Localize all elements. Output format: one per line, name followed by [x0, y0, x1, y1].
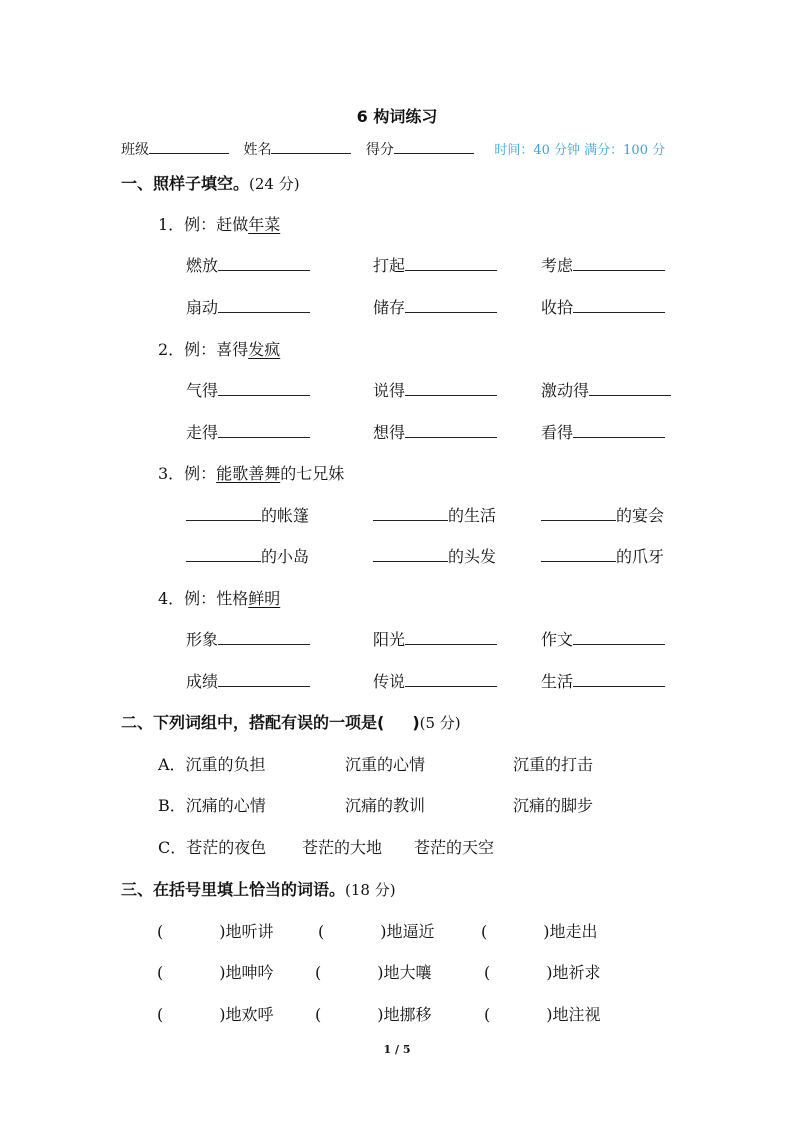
q2-r1-c1[interactable]: [186, 378, 310, 401]
score-label: 得分: [365, 142, 394, 158]
q1-r1-c1[interactable]: [186, 253, 310, 276]
q4-example-plain: 性格: [216, 589, 249, 608]
answer-blank[interactable]: [218, 298, 310, 313]
option-b[interactable]: B．沉痛的心情: [158, 796, 266, 815]
word: 的爪牙: [616, 547, 665, 566]
s3-r3-c1[interactable]: [157, 1002, 274, 1025]
q4-example-underlined: 鲜明: [248, 589, 281, 608]
word: 作文: [541, 630, 574, 649]
word: 的小岛: [261, 547, 310, 566]
close-paren: ): [380, 922, 387, 941]
q4-example: [158, 586, 280, 609]
answer-blank[interactable]: [573, 630, 665, 645]
open-paren: (: [484, 1005, 491, 1024]
q1-prefix: 1．例：: [158, 215, 217, 234]
word: 想得: [373, 423, 406, 442]
word: 形象: [186, 630, 219, 649]
word: 考虑: [541, 256, 574, 275]
word: 地大嚷: [383, 963, 432, 982]
q3-r1-c3[interactable]: [541, 503, 664, 526]
answer-blank[interactable]: [405, 630, 497, 645]
answer-blank[interactable]: [405, 298, 497, 313]
word: 的生活: [448, 506, 497, 525]
word: 收拾: [541, 298, 574, 317]
close-paren: ): [219, 1005, 226, 1024]
q2-r1-c2[interactable]: [373, 378, 497, 401]
word: 的头发: [448, 547, 497, 566]
word: 地逼近: [386, 922, 435, 941]
section3-heading: [121, 877, 396, 900]
answer-blank[interactable]: [218, 256, 310, 271]
close-paren: ): [543, 922, 550, 941]
s3-r2-c3[interactable]: [484, 960, 601, 983]
option-b-item2: 沉痛的教训: [345, 796, 426, 815]
answer-blank[interactable]: [541, 547, 616, 562]
answer-blank[interactable]: [186, 547, 261, 562]
answer-blank[interactable]: [405, 672, 497, 687]
word: 地祈求: [552, 963, 601, 982]
answer-blank[interactable]: [186, 506, 261, 521]
open-paren: (: [484, 963, 491, 982]
s3-r1-c1[interactable]: [157, 919, 274, 942]
answer-blank[interactable]: [373, 506, 448, 521]
section2-title-end: ): [412, 713, 420, 732]
q3-r2-c1[interactable]: [186, 544, 309, 567]
q2-r2-c2[interactable]: [373, 420, 497, 443]
word: 看得: [541, 423, 574, 442]
name-blank[interactable]: [271, 139, 351, 154]
class-field[interactable]: [121, 142, 229, 158]
word: 燃放: [186, 256, 219, 275]
word: 生活: [541, 672, 574, 691]
open-paren: (: [315, 963, 322, 982]
q4-r1-c1[interactable]: [186, 627, 310, 650]
score-field[interactable]: [366, 142, 474, 158]
q1-example-plain: 赶做: [216, 215, 249, 234]
word: 地呻吟: [225, 963, 274, 982]
word: 激动得: [541, 381, 590, 400]
q3-prefix: 3．例：: [158, 464, 217, 483]
answer-blank[interactable]: [218, 423, 310, 438]
word: 成绩: [186, 672, 219, 691]
answer-blank[interactable]: [405, 423, 497, 438]
s3-r2-c2[interactable]: [315, 960, 432, 983]
q1-r1-c2[interactable]: [373, 253, 497, 276]
open-paren: (: [318, 922, 325, 941]
q1-example-underlined: 年菜: [248, 215, 281, 234]
q4-r2-c3[interactable]: [541, 669, 665, 692]
word: 传说: [373, 672, 406, 691]
page-number: 1 / 5: [383, 1043, 411, 1056]
close-paren: ): [546, 963, 553, 982]
answer-blank[interactable]: [573, 256, 665, 271]
q1-r2-c3[interactable]: [541, 295, 665, 318]
option-c-item3: 苍茫的天空: [414, 838, 495, 857]
q4-r2-c2[interactable]: [373, 669, 497, 692]
s3-r2-c1[interactable]: [157, 960, 274, 983]
word: 地注视: [552, 1005, 601, 1024]
q2-prefix: 2．例：: [158, 340, 217, 359]
close-paren: ): [377, 963, 384, 982]
option-b-item3: 沉痛的脚步: [513, 796, 594, 815]
q4-r1-c2[interactable]: [373, 627, 497, 650]
word: 气得: [186, 381, 219, 400]
q1-r2-c2[interactable]: [373, 295, 497, 318]
q2-example-underlined: 发疯: [248, 340, 281, 359]
q2-example: [158, 337, 280, 360]
q3-example-plain: 的七兄妹: [280, 464, 345, 483]
q3-example-underlined: 能歌善舞: [216, 464, 281, 483]
section2-title: 二、下列词组中，搭配有误的一项是(: [121, 713, 385, 732]
section1-points: (24 分): [249, 175, 300, 193]
q4-r2-c1[interactable]: [186, 669, 310, 692]
info-line: [121, 139, 665, 159]
option-c[interactable]: C．苍茫的夜色: [158, 838, 267, 857]
answer-blank[interactable]: [405, 381, 497, 396]
answer-blank[interactable]: [218, 672, 310, 687]
word: 地挪移: [383, 1005, 432, 1024]
section2-points: (5 分): [419, 714, 461, 732]
q4-prefix: 4．例：: [158, 589, 217, 608]
time-info: 时间：40 分钟 满分：100 分: [494, 143, 666, 158]
q3-r2-c3[interactable]: [541, 544, 664, 567]
q3-r2-c2[interactable]: [373, 544, 496, 567]
answer-blank[interactable]: [589, 381, 671, 396]
open-paren: (: [157, 922, 164, 941]
q2-r2-c1[interactable]: [186, 420, 310, 443]
q3-r1-c1[interactable]: [186, 503, 309, 526]
answer-blank[interactable]: [541, 506, 616, 521]
section3-points: (18 分): [345, 881, 396, 899]
s3-r1-c2[interactable]: [318, 919, 435, 942]
word: 走得: [186, 423, 219, 442]
q3-r1-c2[interactable]: [373, 503, 496, 526]
close-paren: ): [219, 922, 226, 941]
answer-blank[interactable]: [218, 381, 310, 396]
answer-blank[interactable]: [405, 256, 497, 271]
word: 的帐篷: [261, 506, 310, 525]
s3-r3-c3[interactable]: [484, 1002, 601, 1025]
score-blank[interactable]: [394, 139, 474, 154]
q2-r2-c3[interactable]: [541, 420, 665, 443]
answer-blank[interactable]: [573, 672, 665, 687]
word: 说得: [373, 381, 406, 400]
q1-example: [158, 212, 280, 235]
word: 地欢呼: [225, 1005, 274, 1024]
q1-r1-c3[interactable]: [541, 253, 665, 276]
class-blank[interactable]: [149, 139, 229, 154]
answer-blank[interactable]: [373, 547, 448, 562]
q3-example: [158, 461, 344, 484]
answer-blank[interactable]: [218, 630, 310, 645]
section1-title: 一、照样子填空。: [121, 174, 250, 193]
s3-r1-c3[interactable]: [481, 919, 598, 942]
word: 地走出: [549, 922, 598, 941]
option-a-item3: 沉重的打击: [513, 755, 594, 774]
section3-title: 三、在括号里填上恰当的词语。: [121, 880, 346, 899]
word: 地听讲: [225, 922, 274, 941]
q2-r1-c3[interactable]: [541, 378, 671, 401]
page-title: 6 构词练习: [356, 107, 438, 126]
open-paren: (: [157, 963, 164, 982]
open-paren: (: [315, 1005, 322, 1024]
open-paren: (: [481, 922, 488, 941]
name-field[interactable]: [243, 142, 351, 158]
close-paren: ): [546, 1005, 553, 1024]
answer-blank[interactable]: [573, 298, 665, 313]
close-paren: ): [219, 963, 226, 982]
open-paren: (: [157, 1005, 164, 1024]
option-c-item2: 苍茫的大地: [302, 838, 383, 857]
word: 储存: [373, 298, 406, 317]
word: 扇动: [186, 298, 219, 317]
word: 打起: [373, 256, 406, 275]
q1-r2-c1[interactable]: [186, 295, 310, 318]
close-paren: ): [377, 1005, 384, 1024]
q2-example-plain: 喜得: [216, 340, 249, 359]
word: 的宴会: [616, 506, 665, 525]
q4-r1-c3[interactable]: [541, 627, 665, 650]
s3-r3-c2[interactable]: [315, 1002, 432, 1025]
name-label: 姓名: [243, 142, 272, 158]
class-label: 班级: [121, 142, 149, 158]
section1-heading: [121, 171, 300, 194]
answer-blank[interactable]: [573, 423, 665, 438]
option-a-item2: 沉重的心情: [345, 755, 426, 774]
word: 阳光: [373, 630, 406, 649]
section2-heading: [121, 710, 461, 733]
option-a[interactable]: A．沉重的负担: [158, 755, 266, 774]
